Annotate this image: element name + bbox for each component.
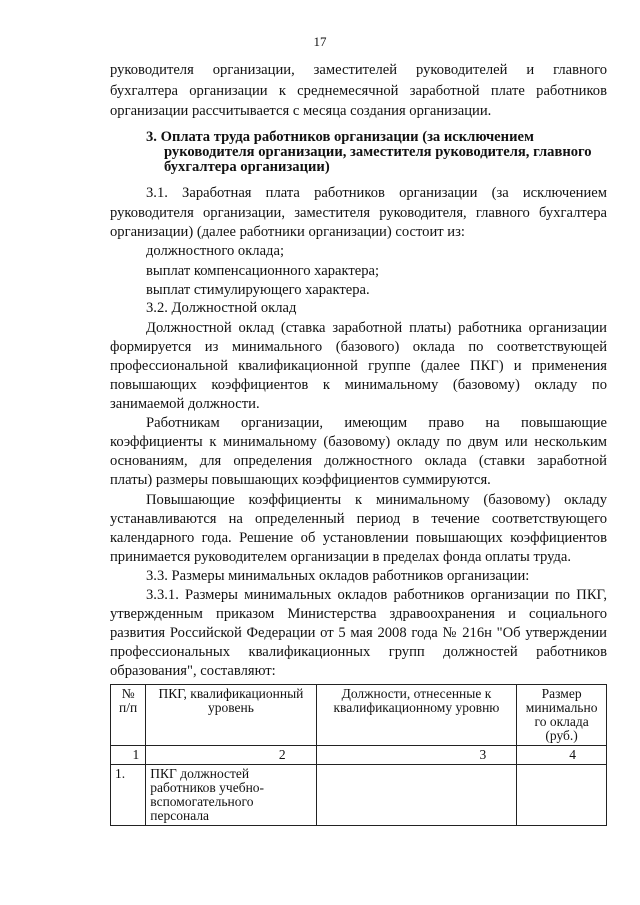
list-item: выплат стимулирующего характера. [146,282,370,298]
text-line: календарного года. Решение об установлении повышающих коэффициентов [110,530,607,546]
column-header-salary: Размер минимально го оклада (руб.) [517,685,607,746]
heading-line: бухгалтера организации) [164,159,330,175]
text-line: занимаемой должности. [110,396,260,412]
column-header-positions: Должности, отнесенные к квалификационному уровню [316,685,517,746]
column-number: 3 [316,746,517,765]
text-line: устанавливаются на определенный период в течение соответствующего [110,511,607,527]
column-number: 1 [111,746,146,765]
row-number: 1. [111,765,146,826]
text-line: образования", составляют: [110,663,276,679]
text-line: платы) размеры повышающих коэффициентов суммируются. [110,472,491,488]
table-number-row [111,746,607,765]
column-number: 2 [146,746,316,765]
text-line: 3.1. Заработная плата работников организации (за исключением [146,185,607,201]
text-line: бухгалтера организации к среднемесячной заработной плате работников [110,83,607,99]
text-line: 3.3.1. Размеры минимальных окладов работников организации по ПКГ, [146,587,607,603]
text-line: повышающих коэффициентов к минимальному (базовому) окладу по [110,377,607,393]
table-row [111,765,607,826]
text-line: Повышающие коэффициенты к минимальному (базовому) окладу [146,492,607,508]
text-line: развития Российской Федерации от 5 мая 2008 года № 216н "Об утверждении [110,625,607,641]
row-salary [517,765,607,826]
subsection-title: 3.3. Размеры минимальных окладов работников организации: [146,568,530,584]
text-line: организации рассчитывается с месяца создания организации. [110,103,492,119]
text-line: Работникам организации, имеющим право на повышающие [146,415,607,431]
text-line: руководителя организации, заместителей руководителей и главного [110,62,607,78]
column-header-pkg: ПКГ, квалификационный уровень [146,685,316,746]
text-line: профессиональной квалификационной группе (далее ПКГ) и применения [110,358,607,374]
text-line: руководителя организации, заместителя руководителя, главного бухгалтера [110,205,607,221]
heading-line: 3. Оплата труда работников организации (за исключением [146,129,534,145]
list-item: должностного оклада; [146,243,284,259]
row-pkg: ПКГ должностей работников учебно-вспомогательного персонала [146,765,316,826]
section-heading [146,130,606,175]
text-line: профессиональных квалификационных групп должностей работников [110,644,607,660]
text-line: Должностной оклад (ставка заработной платы) работника организации [146,320,607,336]
text-line: утвержденным приказом Министерства здравоохранения и социального [110,606,607,622]
heading-line: руководителя организации, заместителя руководителя, главного [164,144,592,160]
page-number: 17 [313,34,327,49]
text-line: принимается руководителем организации в пределах фонда оплаты труда. [110,549,572,565]
text-line: коэффициенты к минимальному (базовому) окладу по двум или нескольким [110,434,607,450]
list-item: выплат компенсационного характера; [146,263,380,279]
text-line: организации) (далее работники организации) состоит из: [110,224,465,240]
text-line: формируется из минимального (базового) оклада по соответствующей [110,339,607,355]
column-number: 4 [517,746,607,765]
row-positions [316,765,517,826]
column-header-number: № п/п [111,685,146,746]
subsection-title: 3.2. Должностной оклад [146,300,297,316]
text-line: основаниям, для определения должностного оклада (ставки заработной [110,453,607,469]
salary-table [110,684,607,826]
table-header-row [111,685,607,746]
